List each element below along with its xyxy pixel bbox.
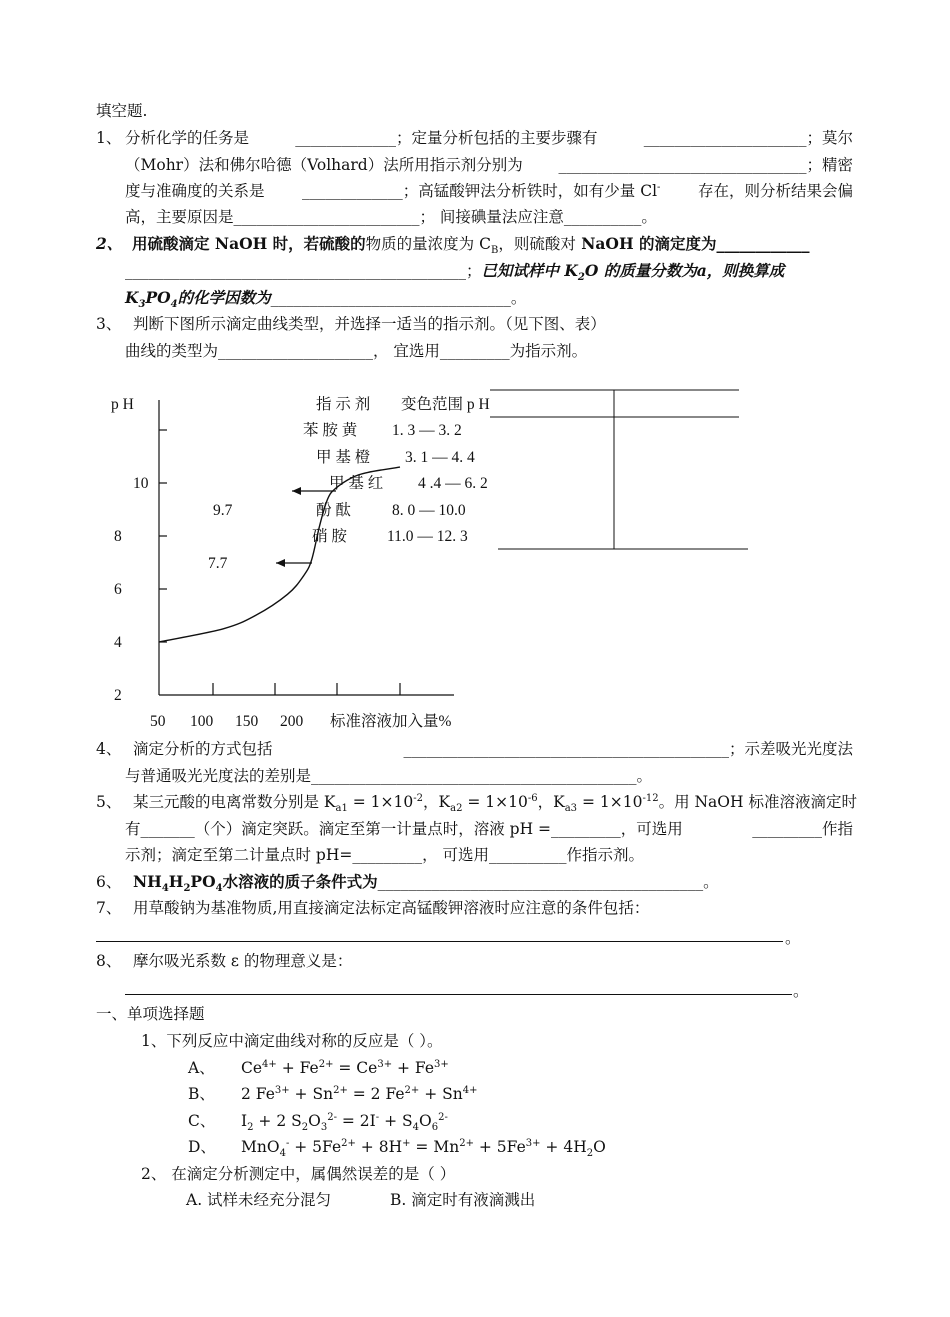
indicator-header-range: 变色范围 p H xyxy=(401,396,490,413)
mc2-option-b: B. 滴定时有液滴溅出 xyxy=(390,1191,536,1209)
y-tick-label: 2 xyxy=(114,687,122,704)
q1-line-4: 高，主要原因是________________________； 间接碘量法应注意__________。 xyxy=(125,208,657,226)
q7-answer-line xyxy=(96,941,783,942)
q7-line-1: 用草酸钠为基准物质,用直接滴定法标定高锰酸钾溶液时应注意的条件包括： xyxy=(133,899,650,917)
indicator-name: 甲 基 红 xyxy=(329,475,384,492)
q6-number: 6、 xyxy=(96,873,122,891)
q2-line-3: $K_3PO_4$的化学因数为_______________________________。 xyxy=(125,288,527,311)
q7-end-mark: 。 xyxy=(785,929,801,947)
q5-line-1: 某三元酸的电离常数分别是 $K_{a1} = 1\times 10^{-2}$，$K_{a2} = 1\times 10^{-6}$，$K_{a3} = 1\times 10^{-12}$。用 NaOH 标准溶液滴定时 xyxy=(133,792,857,815)
mc1-option-c-label: C、 xyxy=(188,1112,216,1130)
q6-line-1: $NH_4H_2PO_4$水溶液的质子条件式为__________________________________________。 xyxy=(133,872,719,895)
annotation-7-7: 7.7 xyxy=(208,555,228,572)
mc1-option-b: 2 $Fe^{3+} + Sn^{2+} = 2$ $Fe^{2+} + Sn^{4+}$ xyxy=(241,1084,478,1103)
x-tick-label: 150 xyxy=(235,713,259,730)
indicator-range: 8. 0 — 10.0 xyxy=(392,502,466,519)
mc1-option-a: $Ce^{4+} + Fe^{2+} = Ce^{3+} + Fe^{3+}$ xyxy=(241,1058,449,1077)
q8-line-1: 摩尔吸光系数 ε 的物理意义是： xyxy=(133,952,353,970)
indicator-name: 甲 基 橙 xyxy=(316,449,371,466)
x-tick-label: 200 xyxy=(280,713,304,730)
q2-line-2: ____________________________________________；已知试样中 $K_2O$ 的质量分数为a，则换算成 xyxy=(125,261,785,284)
indicator-range: 11.0 — 12. 3 xyxy=(387,528,468,545)
indicator-name: 酚 酞 xyxy=(316,502,351,519)
q8-end-mark: 。 xyxy=(793,982,809,1000)
section-title-fill: 填空题. xyxy=(96,102,148,120)
q5-line-2: 有_______（个）滴定突跃。滴定至第一计量点时，溶液 pH =_________，可选用 _________作指 xyxy=(125,820,853,838)
x-tick-label: 100 xyxy=(190,713,214,730)
q1-line-3: 度与准确度的关系是 _____________；高锰酸钾法分析铁时，如有少量 Cl- 存在，则分析结果会偏 xyxy=(125,181,853,200)
q3-line-1: 判断下图所示滴定曲线类型，并选择一适当的指示剂。（见下图、表） xyxy=(133,315,606,333)
mc1-option-d: $MnO_4^- + 5Fe^{2+} + 8H^+ = Mn^{2+} + 5Fe^{3+} + 4H_2O$ xyxy=(241,1137,606,1160)
indicator-range: 3. 1 — 4. 4 xyxy=(405,449,475,466)
indicator-name: 苯 胺 黄 xyxy=(303,422,358,439)
annotation-9-7: 9.7 xyxy=(213,502,233,519)
q4-line-2: 与普通吸光光度法的差别是__________________________________________。 xyxy=(125,767,653,785)
q8-answer-line xyxy=(125,994,792,995)
indicator-range: 4 .4 — 6. 2 xyxy=(418,475,488,492)
q4-number: 4、 xyxy=(96,740,122,758)
mc2-option-a: A. 试样未经充分混匀 xyxy=(186,1191,332,1209)
mc1-option-a-label: A、 xyxy=(188,1059,215,1077)
chart-y-axis-label: p H xyxy=(111,396,134,413)
x-tick-label: 50 xyxy=(150,713,166,730)
q1-number: 1、 xyxy=(96,129,122,147)
q8-number: 8、 xyxy=(96,952,122,970)
indicator-header-name: 指 示 剂 xyxy=(316,396,371,413)
y-tick-label: 6 xyxy=(114,581,122,598)
chart-x-axis-label: 标准溶液加入量% xyxy=(330,713,452,730)
q3-number: 3、 xyxy=(96,315,122,333)
q5-number: 5、 xyxy=(96,793,122,811)
mc2-stem: 2、 在滴定分析测定中，属偶然误差的是（ ） xyxy=(141,1165,456,1183)
mc1-option-d-label: D、 xyxy=(188,1138,216,1156)
q5-line-3: 示剂；滴定至第二计量点时 pH=_________， 可选用__________作指示剂。 xyxy=(125,846,645,864)
q1-line-1: 分析化学的任务是 _____________；定量分析包括的主要步骤有 _____________________；莫尔 xyxy=(125,129,853,147)
indicator-range: 1. 3 — 3. 2 xyxy=(392,422,462,439)
arrow-9-7-head xyxy=(292,487,301,495)
y-tick-label: 4 xyxy=(114,634,122,651)
q2-line-1: 用硫酸滴定 NaOH 时，若硫酸的物质的量浓度为 $C_B$，则硫酸对 NaOH 的滴定度为____________ xyxy=(132,234,810,257)
indicator-name: 硝 胺 xyxy=(312,528,347,545)
q2-number: 2、 xyxy=(96,234,123,253)
q4-line-1: 滴定分析的方式包括 __________________________________________；示差吸光光度法 xyxy=(133,740,853,758)
q7-number: 7、 xyxy=(96,899,122,917)
q3-line-2: 曲线的类型为____________________， 宜选用_________为指示剂。 xyxy=(125,342,588,360)
section-title-choice: 一、单项选择题 xyxy=(96,1005,205,1023)
y-tick-label: 10 xyxy=(133,475,149,492)
mc1-option-c: $I_2 + 2$ $S_2O_3^{2-} = 2I^- + S_4O_6^{2-}$ xyxy=(241,1111,448,1134)
q1-line-2: （Mohr）法和佛尔哈德（Volhard）法所用指示剂分别为 ________________________________；精密 xyxy=(125,156,853,174)
arrow-7-7-head xyxy=(276,559,285,567)
mc1-option-b-label: B、 xyxy=(188,1085,215,1103)
mc1-stem: 1、下列反应中滴定曲线对称的反应是（ ）。 xyxy=(141,1032,443,1050)
y-tick-label: 8 xyxy=(114,528,122,545)
